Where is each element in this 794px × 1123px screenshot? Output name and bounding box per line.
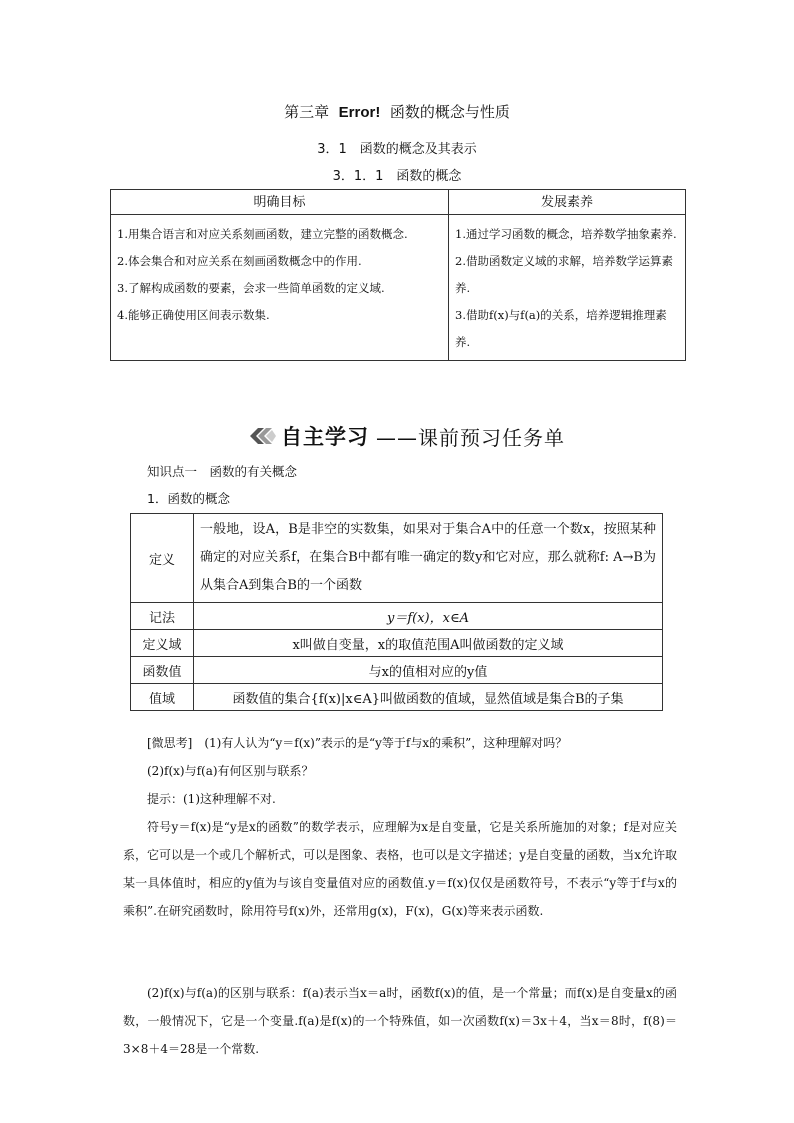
definition-table <box>130 513 663 711</box>
def-text: x叫做自变量，x的取值范围A叫做函数的定义域 <box>194 630 663 657</box>
def-head: 函数值 <box>131 657 194 684</box>
goal-item: 1.用集合语言和对应关系刻画函数，建立完整的函数概念. <box>117 227 408 241</box>
knowledge-title: 知识点一 函数的有关概念 <box>147 464 298 479</box>
literacy-item: 2.借助函数定义域的求解，培养数学运算素养. <box>455 254 673 295</box>
goal-item: 3.了解构成函数的要素，会求一些简单函数的定义域. <box>117 281 385 295</box>
goals-col-right: 发展素养 <box>449 190 686 215</box>
literacy-item: 1.通过学习函数的概念，培养数学抽象素养. <box>455 227 677 241</box>
goals-table <box>110 189 686 361</box>
goal-item: 2.体会集合和对应关系在刻画函数概念中的作用. <box>117 254 362 268</box>
goals-left-cell <box>111 215 449 361</box>
def-head: 定义 <box>131 514 194 603</box>
think-paragraph-1: 符号y＝f(x)是“y是x的函数”的数学表示，应理解为x是自变量，它是关系所施加的对象；f是对应关系，它可以是一个或几个解析式，可以是图象、表格，也可以是文字描述；y是自变量的函数，当x允许取某一具体值时，相应的y值为与该自变量值对应的函数值.y＝f(x)仅仅是函数符号，不表示“y等于f与x的乘积”.在研究函数时，除用符号f(x)外，还常用g(x)，F(x)，G(x)等来表示函数. <box>123 820 677 918</box>
def-head: 值域 <box>131 684 194 711</box>
def-head: 记法 <box>131 603 194 630</box>
think-question-2: (2)f(x)与f(a)有何区别与联系？ <box>147 764 314 778</box>
def-text: 函数值的集合{f(x)|x∈A}叫做函数的值域，显然值域是集合B的子集 <box>194 684 663 711</box>
def-head: 定义域 <box>131 630 194 657</box>
goal-item: 4.能够正确使用区间表示数集. <box>117 308 270 322</box>
chapter-name: 函数的概念与性质 <box>389 103 510 121</box>
def-text: 一般地，设A，B是非空的实数集，如果对于集合A中的任意一个数x，按照某种确定的对应关系f，在集合B中都有唯一确定的数y和它对应，那么就称f: A→B为从集合A到集合B的一个函数 <box>194 514 663 603</box>
think-question-1: [微思考] (1)有人认为“y＝f(x)”表示的是“y等于f与x的乘积”，这种理解对吗？ <box>147 736 568 750</box>
literacy-item: 3.借助f(x)与f(a)的关系，培养逻辑推理素养. <box>455 308 667 349</box>
chapter-prefix: 第三章 <box>284 103 330 121</box>
def-text: y＝f(x)，x∈A <box>194 603 663 630</box>
chapter-error: Error! <box>338 104 381 121</box>
goals-col-left: 明确目标 <box>111 190 449 215</box>
banner-rest: ——课前预习任务单 <box>376 426 565 450</box>
knowledge-subtitle: 1．函数的概念 <box>147 491 230 506</box>
think-paragraph-2: (2)f(x)与f(a)的区别与联系：f(a)表示当x＝a时，函数f(x)的值，是一个常量；而f(x)是自变量x的函数，一般情况下，它是一个变量.f(a)是f(x)的一个特殊值，如一次函数f(x)＝3x＋4，当x＝8时，f(8)＝3×8＋4＝28是一个常数. <box>123 986 677 1056</box>
banner-main: 自主学习 <box>281 425 369 449</box>
section-banner <box>248 421 578 451</box>
goals-right-cell <box>449 215 686 361</box>
subsection-title: 3．1．1 函数的概念 <box>332 169 462 184</box>
banner-logo-icon <box>248 424 278 448</box>
def-text: 与x的值相对应的y值 <box>194 657 663 684</box>
chapter-title <box>0 101 794 122</box>
section-title: 3．1 函数的概念及其表示 <box>317 142 477 157</box>
think-hint: 提示：(1)这种理解不对. <box>147 792 276 806</box>
